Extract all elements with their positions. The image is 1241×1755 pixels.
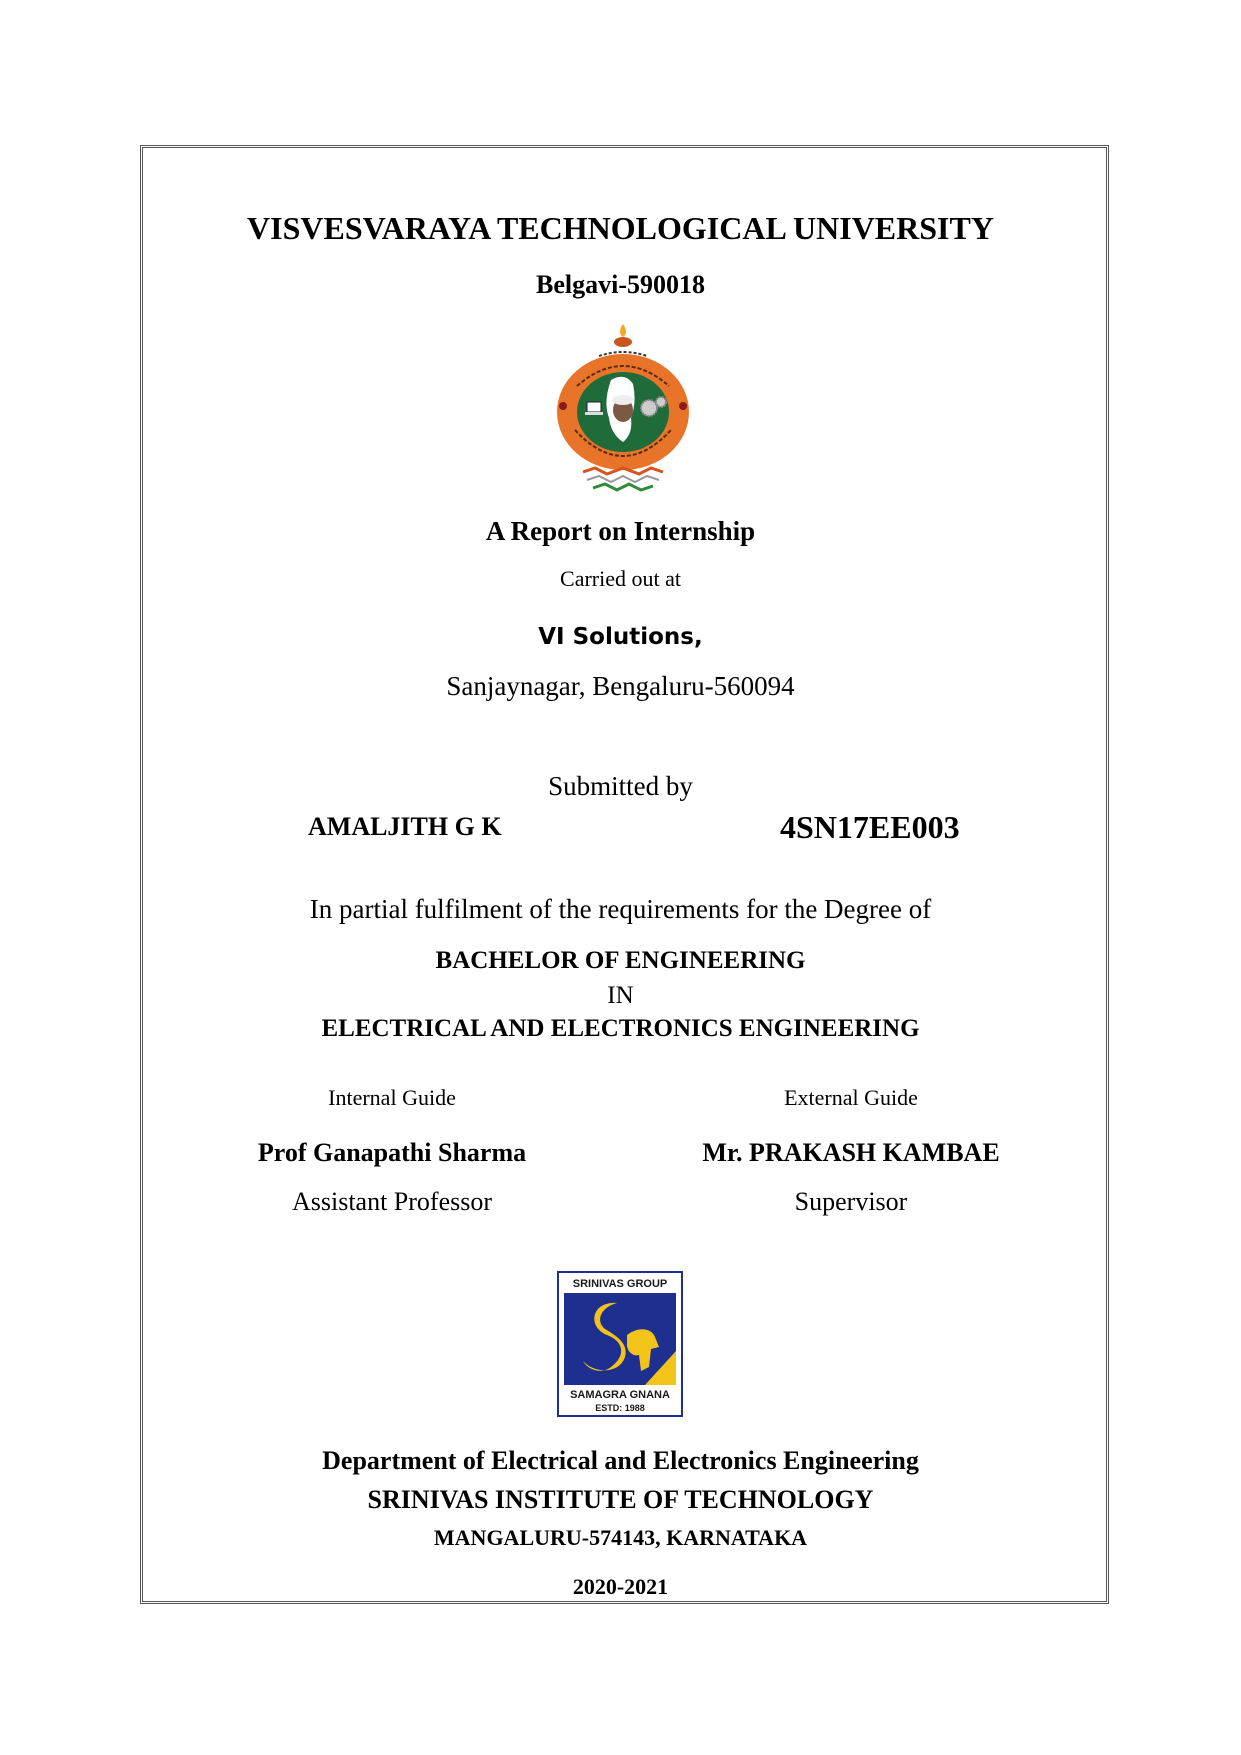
srinivas-group-logo-icon [557,1271,683,1417]
internal-guide-name: Prof Ganapathi Sharma [257,1138,527,1167]
institute-address: MANGALURU-574143, KARNATAKA [433,1525,808,1550]
logo-estd-text: ESTD: 1988 [595,1403,645,1413]
degree-branch: ELECTRICAL AND ELECTRONICS ENGINEERING [321,1015,920,1042]
student-usn: 4SN17EE003 [780,809,960,845]
degree-intro: In partial fulfilment of the requirements for the Degree of [309,894,932,924]
department-name: Department of Electrical and Electronics Engineering [322,1446,919,1475]
degree-connector: IN [607,982,634,1009]
university-location: Belgavi-590018 [536,270,705,299]
company-address: Sanjaynagar, Bengaluru-560094 [446,671,795,701]
academic-year: 2020-2021 [572,1574,669,1599]
student-name: AMALJITH G K [308,812,502,841]
company-name: VI Solutions, [538,624,703,650]
logo-bottom-text: SAMAGRA GNANA [570,1389,670,1401]
institute-name: SRINIVAS INSTITUTE OF TECHNOLOGY [367,1485,874,1514]
logo-top-text: SRINIVAS GROUP [572,1278,668,1290]
report-title: A Report on Internship [485,516,756,546]
external-guide-name: Mr. PRAKASH KAMBAE [702,1138,1000,1167]
university-name: VISVESVARAYA TECHNOLOGICAL UNIVERSITY [247,210,994,246]
internal-guide-designation: Assistant Professor [291,1187,493,1216]
external-guide-label: External Guide [784,1085,918,1110]
internal-guide-label: Internal Guide [328,1085,456,1110]
submitted-by-label: Submitted by [548,771,693,801]
vtu-emblem-icon [553,322,693,494]
external-guide-designation: Supervisor [794,1187,908,1216]
degree-name: BACHELOR OF ENGINEERING [435,947,806,974]
carried-out-label: Carried out at [560,566,681,591]
